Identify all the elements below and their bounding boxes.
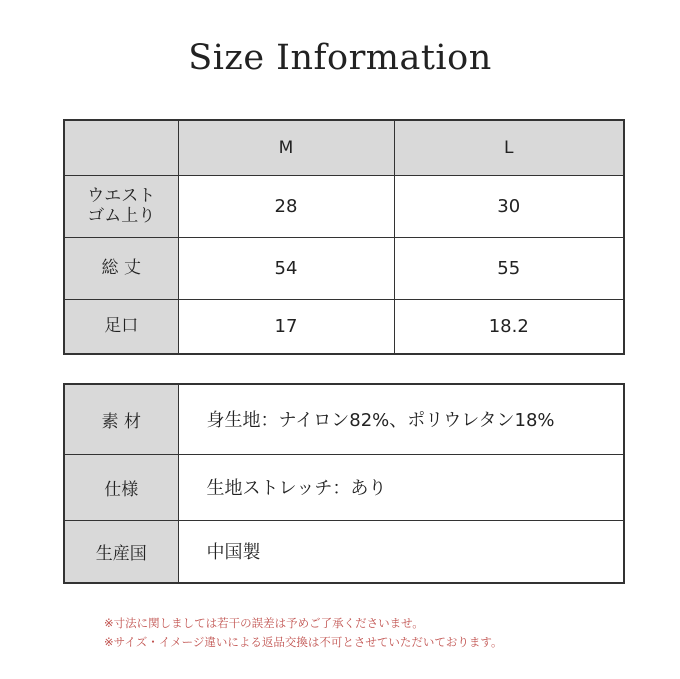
size-header-row: [64, 120, 624, 175]
row-label-waist-line2: ゴム上り: [87, 206, 156, 226]
size-column-l: L: [394, 120, 624, 175]
row-label-waist: [64, 175, 178, 237]
size-corner-cell: [64, 120, 178, 175]
length-m-value: 54: [178, 237, 394, 299]
table-row: [64, 520, 624, 583]
info-table: [63, 383, 625, 584]
note-tolerance: ※寸法に関しましては若干の誤差は予めご了承くださいませ。: [104, 616, 424, 630]
leg-opening-l-value: 18.2: [394, 299, 624, 354]
waist-l-value: 30: [394, 175, 624, 237]
note-returns: ※サイズ・イメージ違いによる返品交換は不可とさせていただいております。: [104, 635, 503, 649]
table-row: [64, 454, 624, 520]
leg-opening-m-value: 17: [178, 299, 394, 354]
row-label-material: 素 材: [64, 384, 178, 454]
size-table: [63, 119, 625, 355]
origin-value: 中国製: [178, 520, 624, 583]
row-label-spec: 仕様: [64, 454, 178, 520]
table-row: [64, 175, 624, 237]
size-column-m: M: [178, 120, 394, 175]
page-title: Size Information: [188, 38, 492, 78]
spec-value: 生地ストレッチ：あり: [178, 454, 624, 520]
table-row: [64, 299, 624, 354]
row-label-length: 総 丈: [64, 237, 178, 299]
row-label-origin: 生産国: [64, 520, 178, 583]
row-label-waist-line1: ウエスト: [87, 186, 156, 206]
table-row: [64, 384, 624, 454]
material-value: 身生地：ナイロン82%、ポリウレタン18%: [178, 384, 624, 454]
waist-m-value: 28: [178, 175, 394, 237]
table-row: [64, 237, 624, 299]
length-l-value: 55: [394, 237, 624, 299]
notes: [104, 614, 502, 652]
row-label-leg-opening: 足口: [64, 299, 178, 354]
